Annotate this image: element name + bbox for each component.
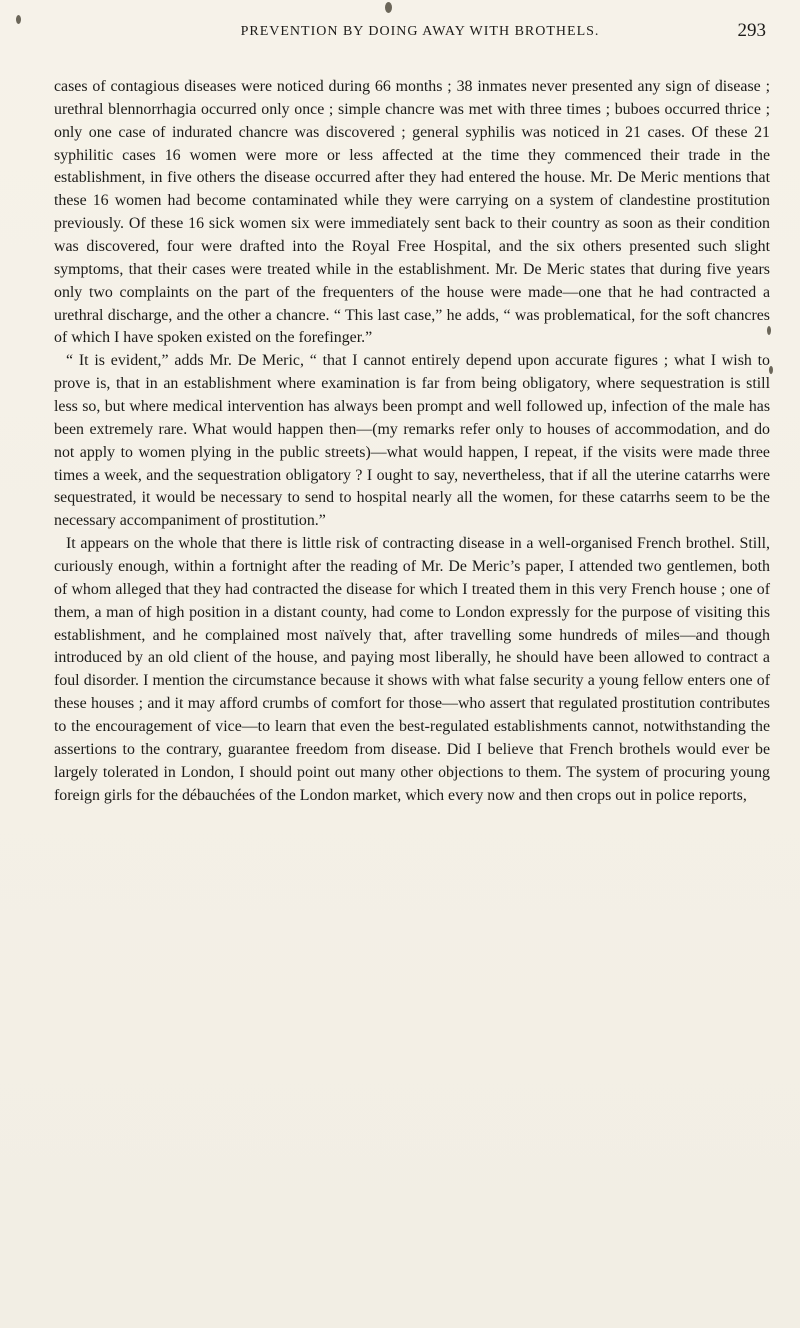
running-head: PREVENTION BY DOING AWAY WITH BROTHELS.	[240, 24, 600, 39]
ink-spot-mark	[385, 2, 392, 13]
page-header	[120, 20, 766, 48]
paragraph-2: “ It is evident,” adds Mr. De Meric, “ that I cannot entirely depend upon accurate figures ; what I wish to prove is, that in an establishment where examination is far from being obligatory, where sequestration is still less so, but where medical intervention has always been prompt and well followed up, infection of the male has been extremely rare. What would happen then—(my remarks refer only to houses of accommodation, and do not apply to women plying in the public streets)—what would happen, I repeat, if the visits were made three times a week, and the sequestration obligatory ? I ought to say, nevertheless, that if all the uterine catarrhs were sequestrated, it would be necessary to send to hospital nearly all the women, for these catarrhs seem to be the necessary accompaniment of prostitution.”	[54, 352, 770, 530]
paragraph-1: cases of contagious diseases were noticed during 66 months ; 38 inmates never presented any sign of disease ; urethral blennorrhagia occurred only once ; simple chancre was met with three times ; buboes occurred thrice ; only one case of indurated chancre was discovered ; general syphilis was noticed in 21 cases. Of these 21 syphilitic cases 16 women were more or less affected at the time they commenced their trade in the establishment, in five others the disease occurred after they had entered the house. Mr. De Meric mentions that these 16 women had become contaminated while they were carrying on a system of clandestine prostitution previously. Of these 16 sick women six were immediately sent back to their country as soon as their condition was discovered, four were drafted into the Royal Free Hospital, and the six others presented such slight symptoms, that their cases were treated while in the establishment. Mr. De Meric states that during five years only two complaints on the part of the frequenters of the house were made—one that he had contracted a urethral discharge, and the other a chancre. “ This last case,” he adds, “ was problematical, for the soft chancres of which I have spoken existed on the forefinger.”	[54, 78, 770, 347]
page-number: 293	[737, 20, 766, 41]
ink-spot-mark	[16, 15, 21, 24]
paragraph-3: It appears on the whole that there is little risk of contracting disease in a well-organised French brothel. Still, curiously enough, within a fortnight after the reading of Mr. De Meric’s paper, I attended two gentlemen, both of whom alleged that they had contracted the disease for which I treated them in this very French house ; one of them, a man of high position in a distant county, had come to London expressly for the purpose of visiting this establishment, and he complained most naïvely that, after travelling some hundreds of miles—and though introduced by an old client of the house, and paying most liberally, he should have been allowed to contract a foul disorder. I mention the circumstance because it shows with what false security a young fellow enters one of these houses ; and it may afford crumbs of comfort for those—who assert that regulated prostitution contributes to the encouragement of vice—to learn that even the best-regulated establishments cannot, notwithstanding the assertions to the contrary, guarantee freedom from disease. Did I believe that French brothels would ever be largely tolerated in London, I should point out many other objections to them. The system of procuring young foreign girls for the débauchées of the London market, which every now and then crops out in police reports,	[54, 535, 770, 804]
body-text	[54, 76, 770, 808]
